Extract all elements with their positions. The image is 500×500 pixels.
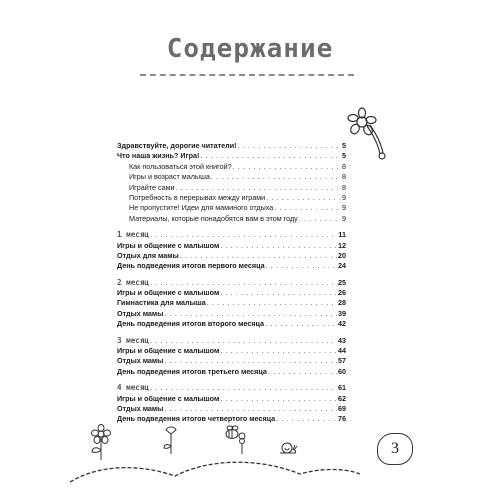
toc-entry-title: Игры и общение с малышом xyxy=(117,288,220,298)
snail-icon xyxy=(278,440,298,456)
toc-entry xyxy=(117,278,346,288)
toc-leader-dots xyxy=(274,203,341,212)
toc-entry-title: Здравствуйте, дорогие читатели! xyxy=(117,141,237,150)
toc-leader-dots xyxy=(176,183,341,192)
toc-leader-dots xyxy=(299,214,341,223)
toc-entry-page: 9 xyxy=(342,192,346,202)
toc-leader-dots xyxy=(220,288,337,297)
toc-entry-title: Игры и возраст малыша xyxy=(129,172,210,182)
toc-entry xyxy=(117,241,346,251)
toc-entry xyxy=(117,162,346,172)
toc-entry-title: День подведения итогов второго месяца xyxy=(117,319,265,329)
toc-leader-dots xyxy=(164,309,337,318)
toc-entry xyxy=(117,404,346,414)
toc-entry-title: Материалы, которые понадобятся вам в этом году xyxy=(129,213,298,223)
toc-leader-dots xyxy=(265,319,337,328)
toc-entry-title: Гимнастика для малыша xyxy=(117,298,206,308)
toc-entry-page: 8 xyxy=(342,182,346,192)
toc-leader-dots xyxy=(268,367,337,376)
toc-leader-dots xyxy=(150,336,337,345)
toc-entry-page: 12 xyxy=(338,240,346,250)
toc-entry-page: 62 xyxy=(338,393,346,403)
toc-entry-title: Игры и общение с малышом xyxy=(117,393,220,403)
table-of-contents xyxy=(117,141,346,425)
toc-entry xyxy=(117,309,346,319)
toc-entry-page: 5 xyxy=(342,151,346,161)
toc-leader-dots xyxy=(164,356,337,365)
toc-leader-dots xyxy=(220,241,337,250)
toc-leader-dots xyxy=(220,346,337,355)
toc-entry-title: День подведения итогов третьего месяца xyxy=(117,366,267,376)
toc-leader-dots xyxy=(211,172,341,181)
toc-entry-page: 39 xyxy=(338,308,346,318)
toc-entry xyxy=(117,203,346,213)
toc-leader-dots xyxy=(238,141,341,150)
toc-entry-page: 24 xyxy=(338,261,346,271)
toc-entry-title: Игры и общение с малышом xyxy=(117,240,220,250)
rattle-icon xyxy=(342,104,402,164)
toc-leader-dots xyxy=(164,404,337,413)
toc-entry-page: 26 xyxy=(338,288,346,298)
toc-entry-page: 60 xyxy=(338,366,346,376)
toc-entry xyxy=(117,356,346,366)
toc-leader-dots xyxy=(266,193,341,202)
toc-entry-page: 25 xyxy=(338,277,346,287)
toc-entry-title: Как пользоваться этой книгой? xyxy=(129,161,232,171)
toc-entry-title: День подведения итогов первого месяца xyxy=(117,261,265,271)
toc-entry xyxy=(117,183,346,193)
toc-entry-page: 44 xyxy=(338,346,346,356)
toc-entry xyxy=(117,230,346,240)
toc-entry-title: 1 месяц xyxy=(117,230,150,240)
toc-entry-title: Отдых мамы xyxy=(117,308,164,318)
toc-entry-title: 2 месяц xyxy=(117,277,150,287)
flower-icon xyxy=(86,424,116,464)
toc-entry-page: 69 xyxy=(338,403,346,413)
toc-entry xyxy=(117,172,346,182)
toc-leader-dots xyxy=(207,298,337,307)
toc-entry-title: Игры и общение с малышом xyxy=(117,346,220,356)
toc-leader-dots xyxy=(150,278,337,287)
toc-entry-title: Не пропустите! Идеи для маминого отдыха xyxy=(129,203,274,213)
toc-leader-dots xyxy=(150,383,337,392)
toc-leader-dots xyxy=(220,394,337,403)
toc-entry-title: Отдых мамы xyxy=(117,403,164,413)
toc-entry-title: Отдых для мамы xyxy=(117,250,179,260)
toc-entry-page: 28 xyxy=(338,298,346,308)
toc-entry xyxy=(117,288,346,298)
toc-entry-title: Отдых мамы xyxy=(117,356,164,366)
toc-leader-dots xyxy=(200,151,341,160)
toc-entry xyxy=(117,251,346,261)
page-title: Содержание xyxy=(166,34,334,64)
toc-entry xyxy=(117,367,346,377)
toc-entry-page: 8 xyxy=(342,161,346,171)
toc-entry xyxy=(117,383,346,393)
title-underline xyxy=(140,74,354,76)
flower-icon xyxy=(160,424,182,458)
toc-entry-page: 8 xyxy=(342,172,346,182)
toc-entry-page: 5 xyxy=(342,141,346,150)
toc-entry-title: 3 месяц xyxy=(117,335,150,345)
toc-entry xyxy=(117,193,346,203)
toc-leader-dots xyxy=(233,162,341,171)
toc-entry-page: 20 xyxy=(338,250,346,260)
toc-entry-title: Потребность в перерывах между играми xyxy=(129,192,266,202)
toc-entry xyxy=(117,336,346,346)
toc-leader-dots xyxy=(180,251,337,260)
bee-on-flower-icon xyxy=(218,422,252,456)
toc-entry xyxy=(117,346,346,356)
toc-entry-title: День подведения итогов четвертого месяца xyxy=(117,414,276,424)
toc-entry-page: 11 xyxy=(338,230,346,240)
toc-entry xyxy=(117,151,346,161)
page-number: 3 xyxy=(377,433,413,465)
toc-entry-title: 4 месяц xyxy=(117,383,150,393)
toc-entry xyxy=(117,319,346,329)
toc-entry-title: Что наша жизнь? Игра! xyxy=(117,151,200,161)
toc-entry xyxy=(117,141,346,151)
toc-entry-page: 43 xyxy=(338,335,346,345)
toc-entry xyxy=(117,298,346,308)
toc-entry-page: 57 xyxy=(338,356,346,366)
toc-entry-page: 9 xyxy=(342,203,346,213)
toc-entry-page: 9 xyxy=(342,213,346,223)
toc-entry-title: Играйте сами xyxy=(129,182,175,192)
toc-entry-page: 61 xyxy=(338,383,346,393)
toc-entry-page: 42 xyxy=(338,319,346,329)
toc-entry xyxy=(117,394,346,404)
toc-entry xyxy=(117,214,346,224)
toc-leader-dots xyxy=(150,230,337,239)
toc-entry-page: 76 xyxy=(338,414,346,424)
toc-leader-dots xyxy=(266,261,337,270)
toc-entry xyxy=(117,261,346,271)
